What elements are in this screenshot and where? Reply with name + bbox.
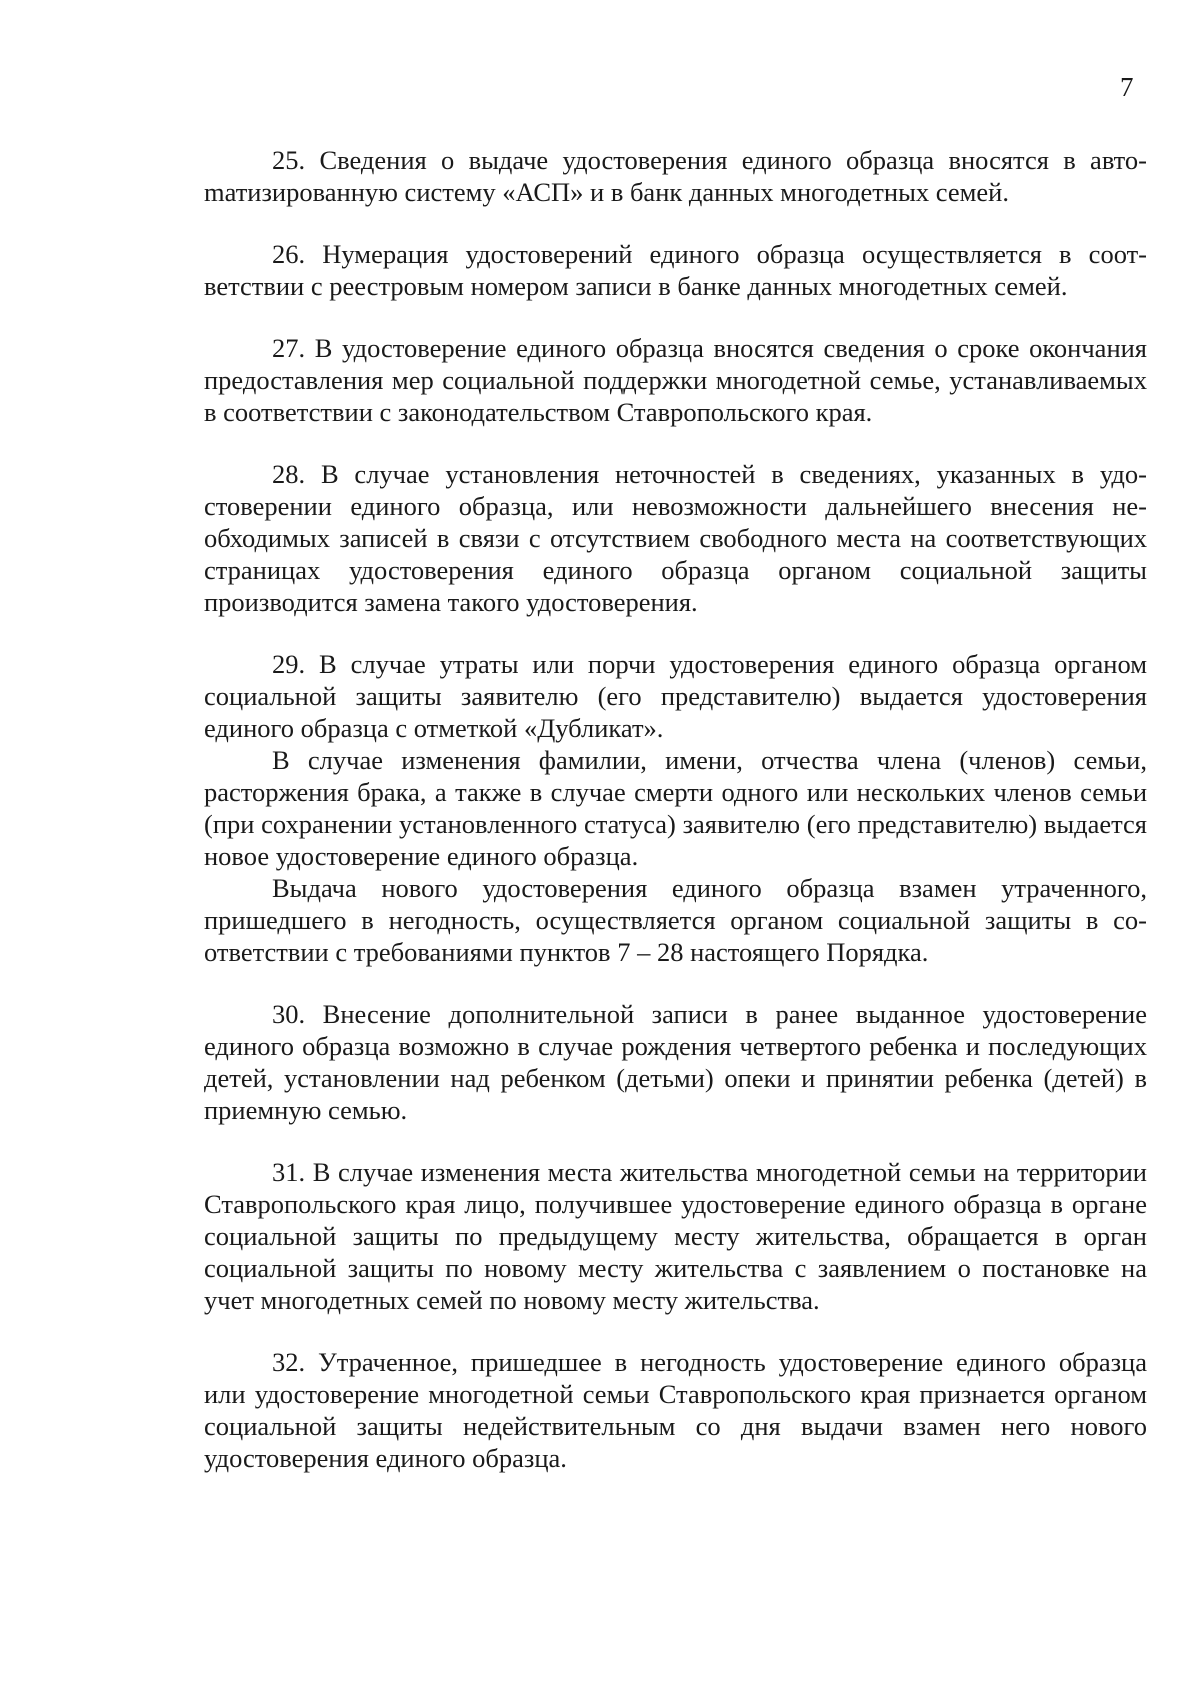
section-32: [204, 1346, 1147, 1474]
paragraph: 26. Нумерация удостоверений единого образца осуществляется в соответствии с реестровым номером записи в банке данных многодетных семей.: [204, 239, 1147, 301]
document-body: [204, 144, 1147, 1474]
section-26: [204, 238, 1147, 302]
paragraph: 29. В случае утраты или порчи удостоверения единого образца органом социальной защиты заявителю (его представителю) выдается удостоверения единого образца с отметкой «Дубликат».: [204, 649, 1147, 743]
paragraph: 32. Утраченное, пришедшее в негодность удостоверение единого образца или удостоверение многодетной семьи Ставропольского края признается органом социальной защиты недействительным со дня выдачи взамен него нового удостоверения единого образца.: [204, 1347, 1147, 1473]
paragraph: 31. В случае изменения места жительства многодетной семьи на территории Ставропольского края лицо, получившее удостоверение единого образца в органе социальной защиты по предыдущему месту жительства, обращается в орган социальной защиты по новому месту жительства с заявлением о постановке на учет многодетных семей по новому месту жительства.: [204, 1157, 1147, 1315]
page-number: 7: [1120, 72, 1134, 102]
paragraph: 27. В удостоверение единого образца вносятся сведения о сроке окончания предоставления мер социальной поддержки многодетной семье, устанавливаемых в соответствии с законодательством Ставропольского края.: [204, 333, 1147, 427]
paragraph: 28. В случае установления неточностей в сведениях, указанных в удостоверении единого образца, или невозможности дальнейшего внесения необходимых записей в связи с отсутствием свободного места на соответствующих страницах удостоверения единого образца органом социальной защиты производится замена такого удостоверения.: [204, 459, 1147, 617]
section-27: [204, 332, 1147, 428]
paragraph: Выдача нового удостоверения единого образца взамен утраченного, пришедшего в негодность, осуществляется органом социальной защиты в соответствии с требованиями пунктов 7 – 28 настоящего Порядка.: [204, 873, 1147, 967]
section-28: [204, 458, 1147, 618]
paragraph: 30. Внесение дополнительной записи в ранее выданное удостоверение единого образца возможно в случае рождения четвертого ребенка и последующих детей, установлении над ребенком (детьми) опеки и принятии ребенка (детей) в приемную семью.: [204, 999, 1147, 1125]
section-29: [204, 648, 1147, 968]
section-31: [204, 1156, 1147, 1316]
paragraph: В случае изменения фамилии, имени, отчества члена (членов) семьи, расторжения брака, а также в случае смерти одного или нескольких членов семьи (при сохранении установленного статуса) заявителю (его представителю) выдается новое удостоверение единого образца.: [204, 745, 1147, 871]
section-25: [204, 144, 1147, 208]
paragraph: 25. Сведения о выдаче удостоверения единого образца вносятся в автоmатизированную систему «АСП» и в банк данных многодетных семей.: [204, 145, 1147, 207]
section-30: [204, 998, 1147, 1126]
